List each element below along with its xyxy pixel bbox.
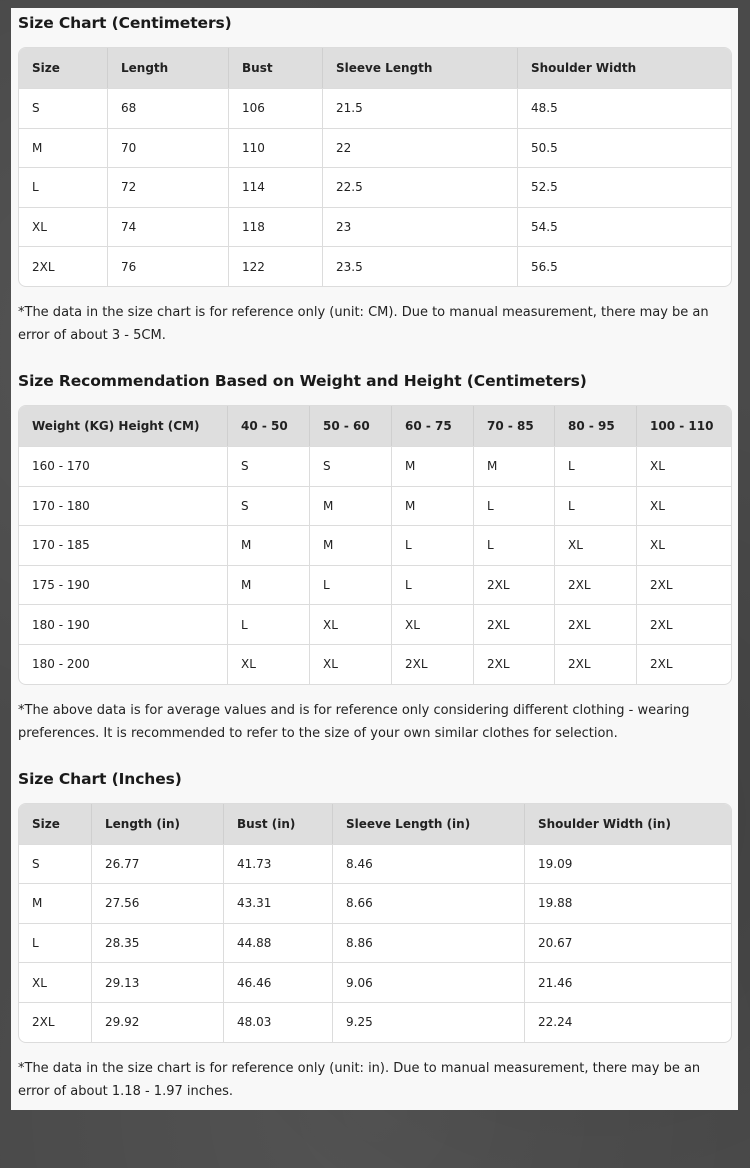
column-header: 100 - 110 (637, 406, 731, 446)
table-cell: 22.24 (525, 1002, 731, 1042)
table-cell: 19.88 (525, 883, 731, 923)
table-cell: M (474, 446, 555, 486)
column-header: Shoulder Width (in) (525, 804, 731, 844)
table-cell: XL (555, 525, 637, 565)
table-cell: 54.5 (518, 207, 731, 247)
table-cell: M (19, 128, 108, 168)
cm-chart-title: Size Chart (Centimeters) (18, 14, 232, 32)
table-cell: 19.09 (525, 844, 731, 884)
table-cell: 68 (108, 88, 229, 128)
column-header: Sleeve Length (in) (333, 804, 525, 844)
table-cell: 74 (108, 207, 229, 247)
table-cell: 50.5 (518, 128, 731, 168)
table-cell: M (310, 486, 392, 526)
table-cell: 110 (229, 128, 323, 168)
column-header: Size (19, 48, 108, 88)
table-cell: S (310, 446, 392, 486)
table-cell: L (474, 525, 555, 565)
table-cell: 43.31 (224, 883, 333, 923)
table-cell: 44.88 (224, 923, 333, 963)
table-row (19, 167, 731, 207)
table-cell: 160 - 170 (19, 446, 228, 486)
table-row (19, 604, 731, 644)
table-cell: 46.46 (224, 962, 333, 1002)
table-row (19, 246, 731, 286)
column-header: Length (in) (92, 804, 224, 844)
table-cell: 21.5 (323, 88, 518, 128)
table-row (19, 1002, 731, 1042)
table-cell: 2XL (474, 604, 555, 644)
table-row (19, 923, 731, 963)
column-header: 60 - 75 (392, 406, 474, 446)
table-row (19, 525, 731, 565)
table-cell: 21.46 (525, 962, 731, 1002)
table-cell: 22.5 (323, 167, 518, 207)
table-header-row (19, 406, 731, 446)
table-cell: XL (637, 446, 731, 486)
table-cell: 27.56 (92, 883, 224, 923)
table-cell: XL (228, 644, 310, 684)
table-row (19, 883, 731, 923)
table-row (19, 844, 731, 884)
table-row (19, 486, 731, 526)
table-cell: 56.5 (518, 246, 731, 286)
recommendation-note: *The above data is for average values and is for reference only considering different clothing - wearing preferences. It is recommended to refer to the size of your own similar clothes for selection. (18, 702, 690, 742)
column-header: Size (19, 804, 92, 844)
table-cell: 2XL (474, 565, 555, 605)
table-cell: L (474, 486, 555, 526)
table-cell: L (392, 565, 474, 605)
table-cell: M (228, 525, 310, 565)
table-row (19, 446, 731, 486)
table-cell: L (310, 565, 392, 605)
inch-size-table (18, 803, 732, 1043)
table-row (19, 644, 731, 684)
table-cell: 48.03 (224, 1002, 333, 1042)
column-header: 80 - 95 (555, 406, 637, 446)
table-cell: L (228, 604, 310, 644)
table-cell: 29.92 (92, 1002, 224, 1042)
table-cell: 2XL (555, 644, 637, 684)
table-cell: M (228, 565, 310, 605)
table-cell: 2XL (392, 644, 474, 684)
column-header: Sleeve Length (323, 48, 518, 88)
column-header: Bust (229, 48, 323, 88)
column-header: 50 - 60 (310, 406, 392, 446)
table-cell: 8.46 (333, 844, 525, 884)
table-cell: S (19, 88, 108, 128)
recommendation-title: Size Recommendation Based on Weight and Height (Centimeters) (18, 371, 587, 390)
column-header: 70 - 85 (474, 406, 555, 446)
table-cell: 26.77 (92, 844, 224, 884)
table-cell: L (555, 486, 637, 526)
cm-size-table (18, 47, 732, 287)
table-cell: 29.13 (92, 962, 224, 1002)
table-cell: M (392, 486, 474, 526)
table-cell: L (392, 525, 474, 565)
table-cell: XL (19, 962, 92, 1002)
size-guide-panel (11, 8, 738, 1110)
table-cell: 2XL (19, 246, 108, 286)
table-header-row (19, 804, 731, 844)
table-cell: 180 - 200 (19, 644, 228, 684)
table-cell: M (392, 446, 474, 486)
table-cell: 8.66 (333, 883, 525, 923)
cm-chart-note: *The data in the size chart is for reference only (unit: CM). Due to manual measurement, there may be an error of about 3 - 5CM. (18, 304, 709, 344)
table-cell: 118 (229, 207, 323, 247)
table-cell: 52.5 (518, 167, 731, 207)
table-cell: 2XL (474, 644, 555, 684)
table-cell: 122 (229, 246, 323, 286)
table-cell: 41.73 (224, 844, 333, 884)
table-cell: M (310, 525, 392, 565)
table-cell: 20.67 (525, 923, 731, 963)
table-cell: L (19, 923, 92, 963)
table-cell: L (555, 446, 637, 486)
table-cell: XL (637, 525, 731, 565)
table-cell: S (228, 486, 310, 526)
column-header: 40 - 50 (228, 406, 310, 446)
table-cell: 76 (108, 246, 229, 286)
column-header: Bust (in) (224, 804, 333, 844)
inch-chart-note: *The data in the size chart is for reference only (unit: in). Due to manual measurement, there may be an error of about 1.18 - 1.97 inches. (18, 1060, 701, 1099)
table-cell: S (19, 844, 92, 884)
table-cell: L (19, 167, 108, 207)
column-header: Length (108, 48, 229, 88)
table-cell: 22 (323, 128, 518, 168)
table-cell: 180 - 190 (19, 604, 228, 644)
table-cell: 2XL (637, 604, 731, 644)
table-row (19, 128, 731, 168)
table-cell: XL (19, 207, 108, 247)
table-cell: 9.06 (333, 962, 525, 1002)
table-cell: XL (392, 604, 474, 644)
table-cell: 23.5 (323, 246, 518, 286)
table-cell: 2XL (19, 1002, 92, 1042)
table-cell: S (228, 446, 310, 486)
table-cell: XL (310, 644, 392, 684)
table-cell: 48.5 (518, 88, 731, 128)
table-cell: 72 (108, 167, 229, 207)
table-cell: 106 (229, 88, 323, 128)
column-header: Shoulder Width (518, 48, 731, 88)
table-cell: 175 - 190 (19, 565, 228, 605)
table-cell: 70 (108, 128, 229, 168)
table-cell: 2XL (555, 604, 637, 644)
table-cell: 2XL (637, 644, 731, 684)
table-cell: XL (310, 604, 392, 644)
table-row (19, 962, 731, 1002)
table-row (19, 207, 731, 247)
recommendation-table (18, 405, 732, 685)
table-cell: 8.86 (333, 923, 525, 963)
table-cell: 28.35 (92, 923, 224, 963)
table-cell: 2XL (637, 565, 731, 605)
table-row (19, 88, 731, 128)
table-row (19, 565, 731, 605)
table-cell: 170 - 180 (19, 486, 228, 526)
table-cell: 114 (229, 167, 323, 207)
table-cell: 9.25 (333, 1002, 525, 1042)
table-cell: XL (637, 486, 731, 526)
table-cell: M (19, 883, 92, 923)
table-cell: 170 - 185 (19, 525, 228, 565)
column-header: Weight (KG) Height (CM) (19, 406, 228, 446)
inch-chart-title: Size Chart (Inches) (18, 769, 182, 788)
table-header-row (19, 48, 731, 88)
table-cell: 23 (323, 207, 518, 247)
table-cell: 2XL (555, 565, 637, 605)
